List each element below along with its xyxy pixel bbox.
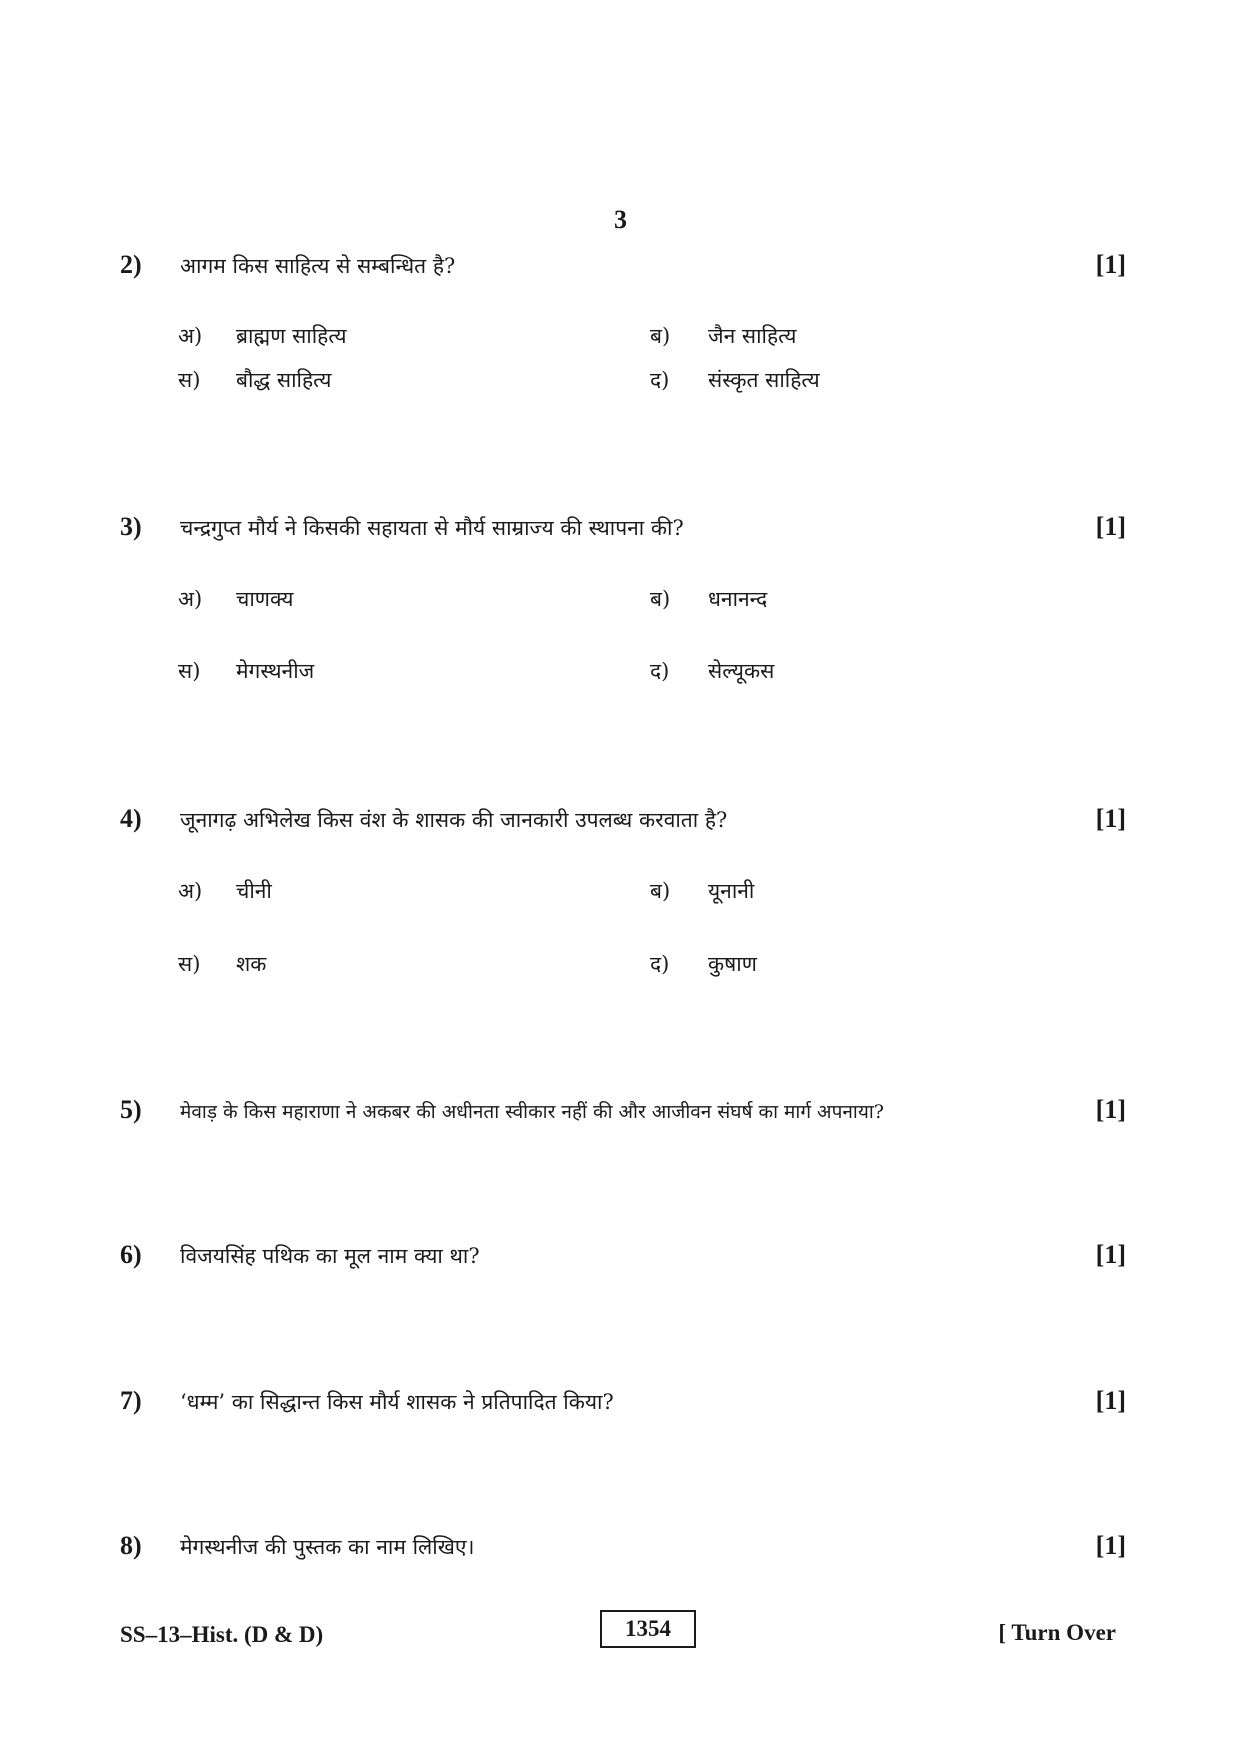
option-text: संस्कृत साहित्य <box>708 368 820 392</box>
question-marks: [1] <box>1095 1240 1126 1269</box>
question-marks: [1] <box>1095 250 1126 279</box>
question-marks: [1] <box>1095 1095 1126 1124</box>
question-marks: [1] <box>1095 1531 1126 1560</box>
option-label: द) <box>650 368 670 392</box>
center-code-box: 1354 <box>600 1610 696 1648</box>
question-text: मेगस्थनीज की पुस्तक का नाम लिखिए। <box>180 1535 475 1559</box>
option-text: चीनी <box>236 879 272 903</box>
question-4 <box>0 804 1241 844</box>
option-text: शक <box>236 952 267 976</box>
option-label: स) <box>178 952 201 976</box>
question-number: 7) <box>120 1386 142 1415</box>
option-text: चाणक्य <box>236 587 294 611</box>
question-number: 5) <box>120 1095 142 1124</box>
question-2 <box>0 250 1241 290</box>
option-label: ब) <box>650 324 671 348</box>
question-text: जूनागढ़ अभिलेख किस वंश के शासक की जानकारी उपलब्ध करवाता है? <box>180 808 728 832</box>
question-marks: [1] <box>1095 804 1126 833</box>
question-number: 4) <box>120 804 142 833</box>
question-number: 8) <box>120 1531 142 1560</box>
option-text: कुषाण <box>708 952 757 976</box>
question-7 <box>0 1386 1241 1426</box>
option-text: बौद्ध साहित्य <box>236 368 332 392</box>
option-label: द) <box>650 952 670 976</box>
option-text: मेगस्थनीज <box>236 659 315 683</box>
question-5 <box>0 1095 1241 1135</box>
paper-code: SS–13–Hist. (D & D) <box>120 1622 324 1647</box>
question-marks: [1] <box>1095 1386 1126 1415</box>
option-label: स) <box>178 368 201 392</box>
question-text: मेवाड़ के किस महाराणा ने अकबर की अधीनता स्वीकार नहीं की और आजीवन संघर्ष का मार्ग अपनाया? <box>180 1101 884 1123</box>
question-8 <box>0 1531 1241 1571</box>
option-label: द) <box>650 659 670 683</box>
question-6 <box>0 1240 1241 1280</box>
option-text: यूनानी <box>708 879 755 903</box>
question-number: 6) <box>120 1240 142 1269</box>
turn-over-label: [ Turn Over <box>998 1620 1116 1645</box>
question-number: 2) <box>120 250 142 279</box>
question-number: 3) <box>120 512 142 541</box>
question-text: चन्द्रगुप्त मौर्य ने किसकी सहायता से मौर्य साम्राज्य की स्थापना की? <box>180 516 684 540</box>
question-text: आगम किस साहित्य से सम्बन्धित है? <box>180 254 456 278</box>
page-number: 3 <box>614 205 627 234</box>
option-label: ब) <box>650 587 671 611</box>
question-3 <box>0 512 1241 552</box>
option-label: अ) <box>178 879 203 903</box>
question-text: ‘धम्म’ का सिद्धान्त किस मौर्य शासक ने प्रतिपादित किया? <box>180 1390 614 1414</box>
option-label: अ) <box>178 324 203 348</box>
question-text: विजयसिंह पथिक का मूल नाम क्या था? <box>180 1244 480 1268</box>
option-text: ब्राह्मण साहित्य <box>236 324 347 348</box>
option-label: ब) <box>650 879 671 903</box>
option-label: स) <box>178 659 201 683</box>
option-text: जैन साहित्य <box>708 324 797 348</box>
option-text: धनानन्द <box>708 587 768 611</box>
option-text: सेल्यूकस <box>708 659 775 683</box>
question-marks: [1] <box>1095 512 1126 541</box>
option-label: अ) <box>178 587 203 611</box>
